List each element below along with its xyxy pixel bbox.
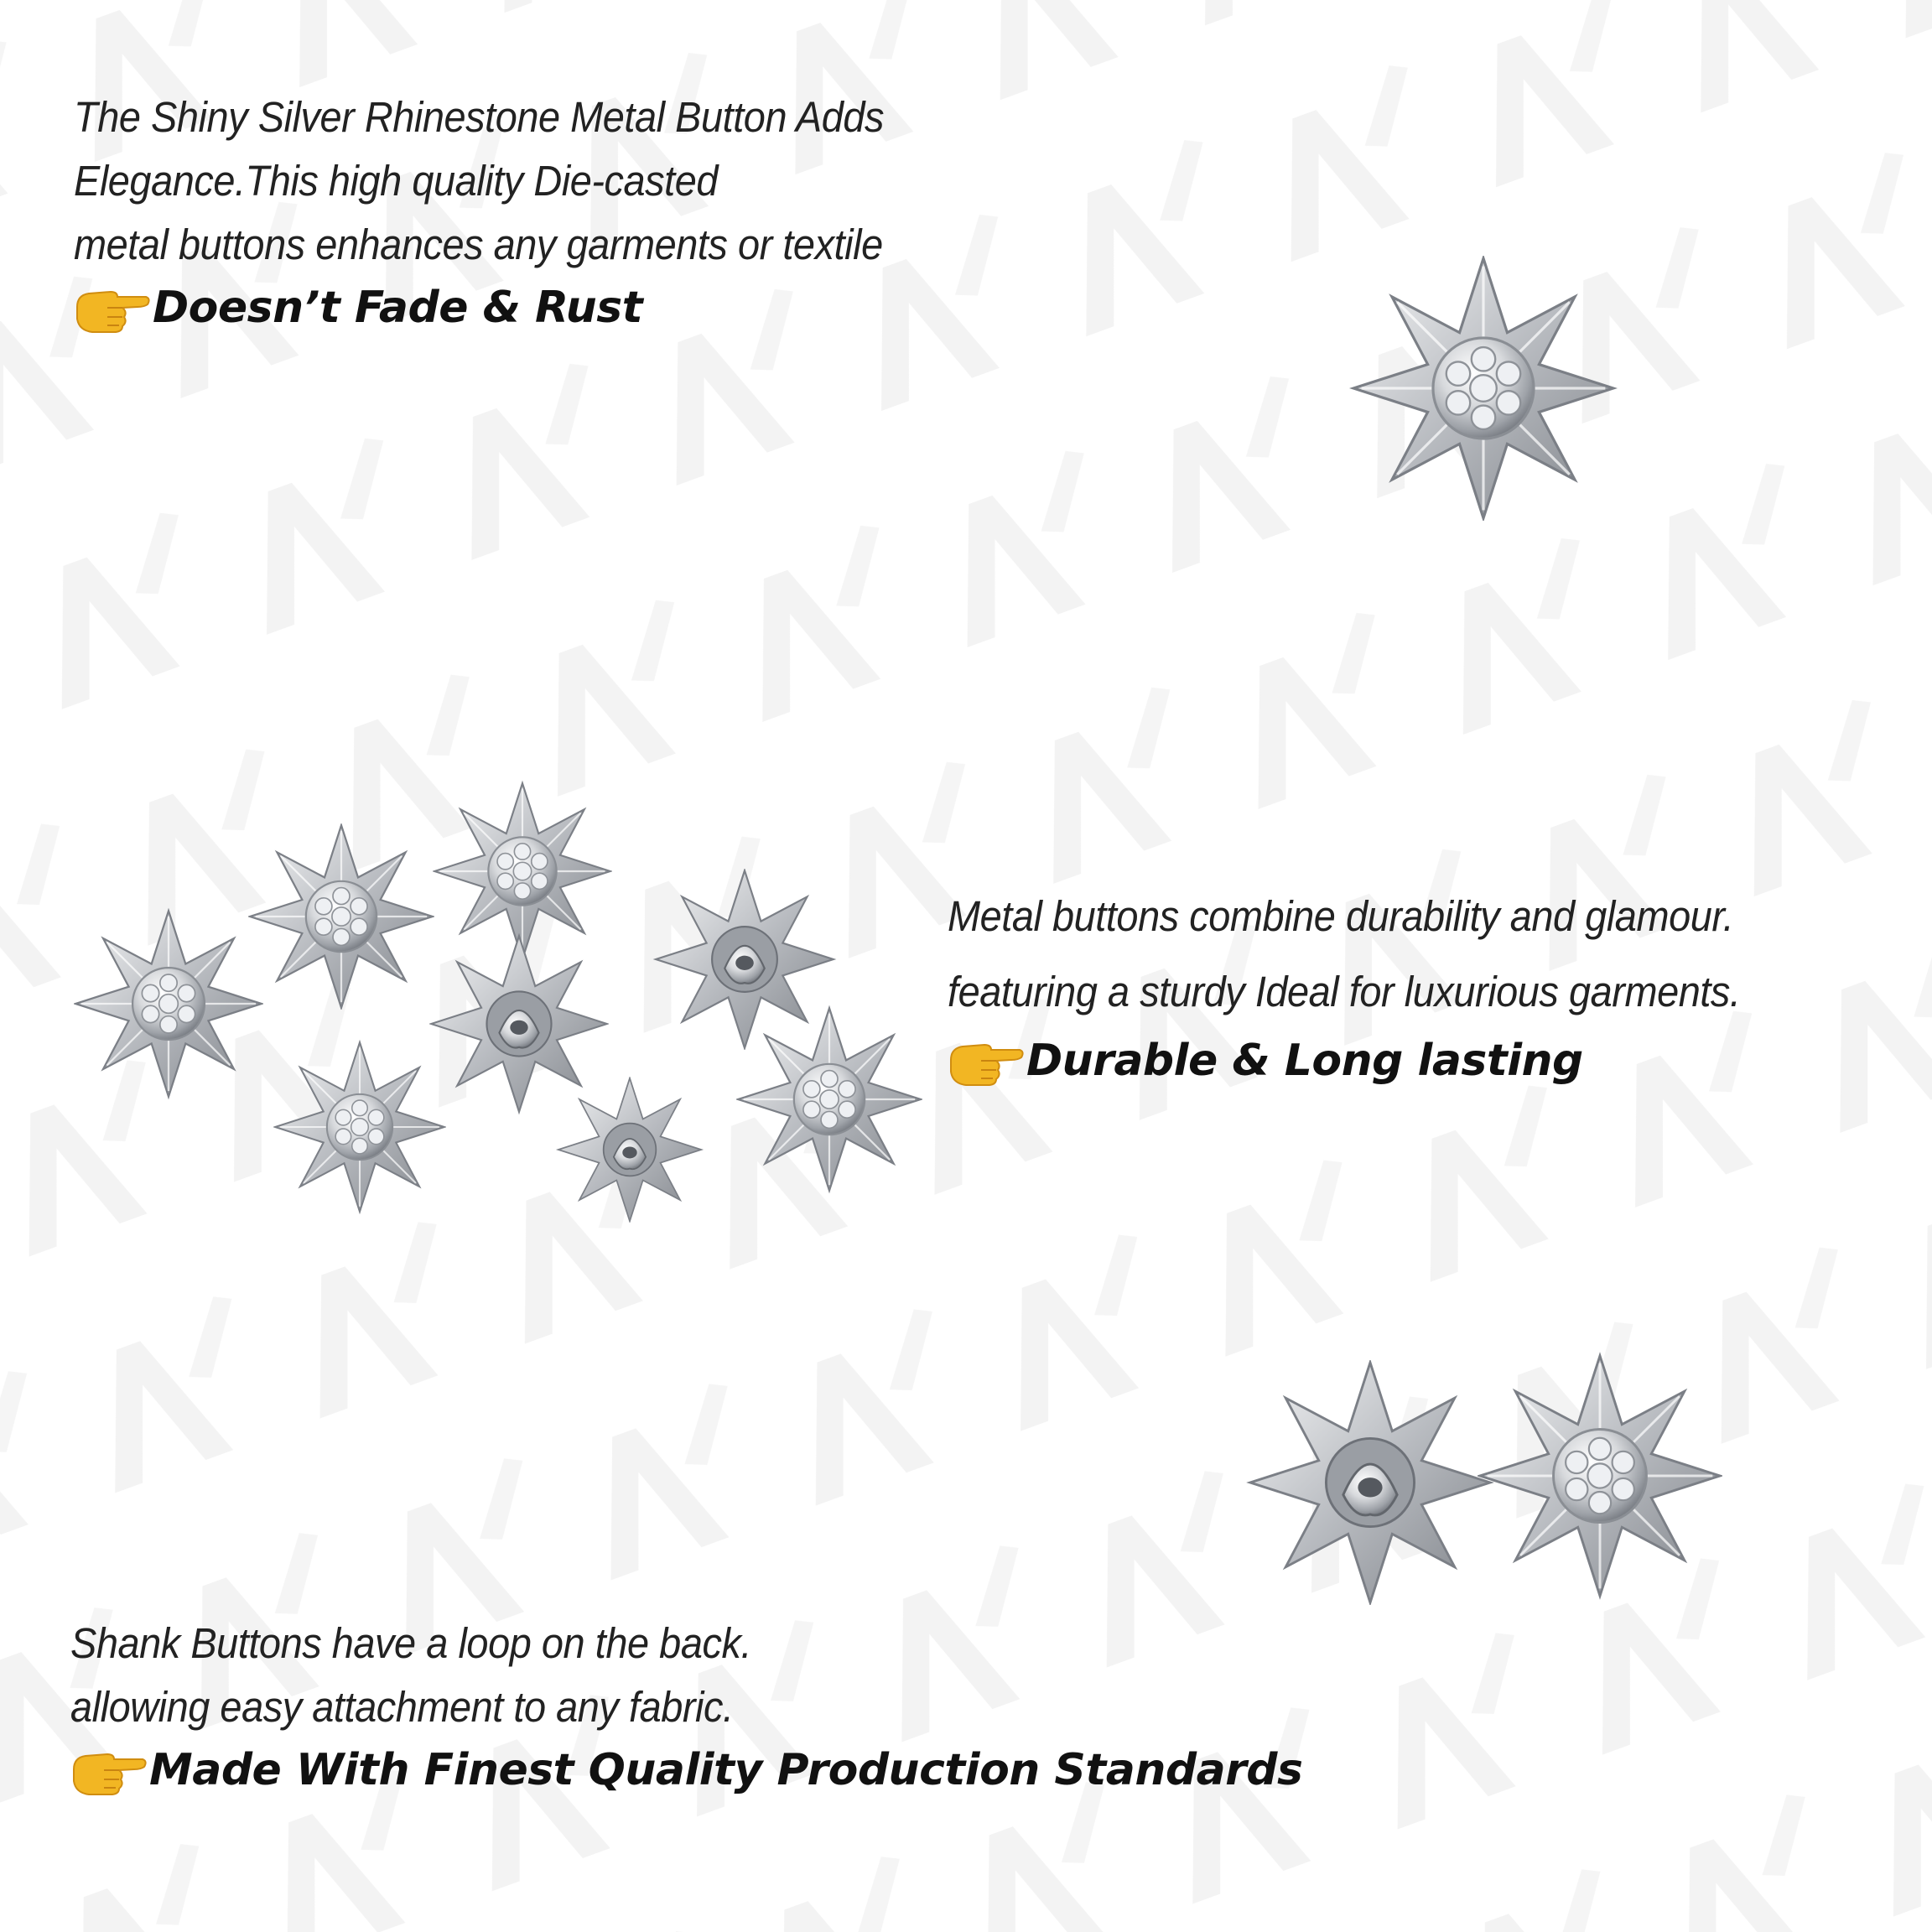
pointing-hand-icon — [70, 1744, 148, 1796]
section-description-shank — [70, 1612, 1302, 1796]
star-button-front — [273, 1035, 446, 1219]
feature-callout — [70, 1744, 1302, 1796]
star-button-back — [1244, 1360, 1496, 1605]
star-button-front — [74, 907, 263, 1100]
feature-callout — [948, 1035, 1810, 1087]
pointing-hand-icon — [74, 282, 151, 334]
desc-line: The Shiny Silver Rhinestone Metal Button Adds — [74, 93, 885, 141]
pointing-hand-icon — [948, 1035, 1025, 1087]
desc-line: allowing easy attachment to any fabric. — [70, 1683, 734, 1731]
feature-callout — [74, 282, 954, 334]
section-description-durability — [74, 86, 954, 334]
star-button-front-photo — [1340, 256, 1627, 521]
star-button-front — [736, 1005, 922, 1194]
feature-text: Durable & Long lasting — [1026, 1036, 1583, 1086]
star-button-front — [248, 823, 434, 1010]
star-button-back — [537, 1077, 723, 1223]
desc-line: Metal buttons combine durability and glamour. — [948, 892, 1734, 940]
desc-line: metal buttons enhances any garments or textile — [74, 221, 883, 268]
star-button-front — [1478, 1347, 1722, 1605]
feature-text: Doesn’t Fade & Rust — [153, 283, 643, 333]
desc-line: featuring a sturdy Ideal for luxurious garments. — [948, 968, 1741, 1015]
feature-text: Made With Finest Quality Production Standards — [149, 1745, 1303, 1795]
desc-line: Elegance.This high quality Die-casted — [74, 157, 719, 205]
section-description-glamour — [948, 879, 1810, 1087]
desc-line: Shank Buttons have a loop on the back. — [70, 1619, 752, 1667]
